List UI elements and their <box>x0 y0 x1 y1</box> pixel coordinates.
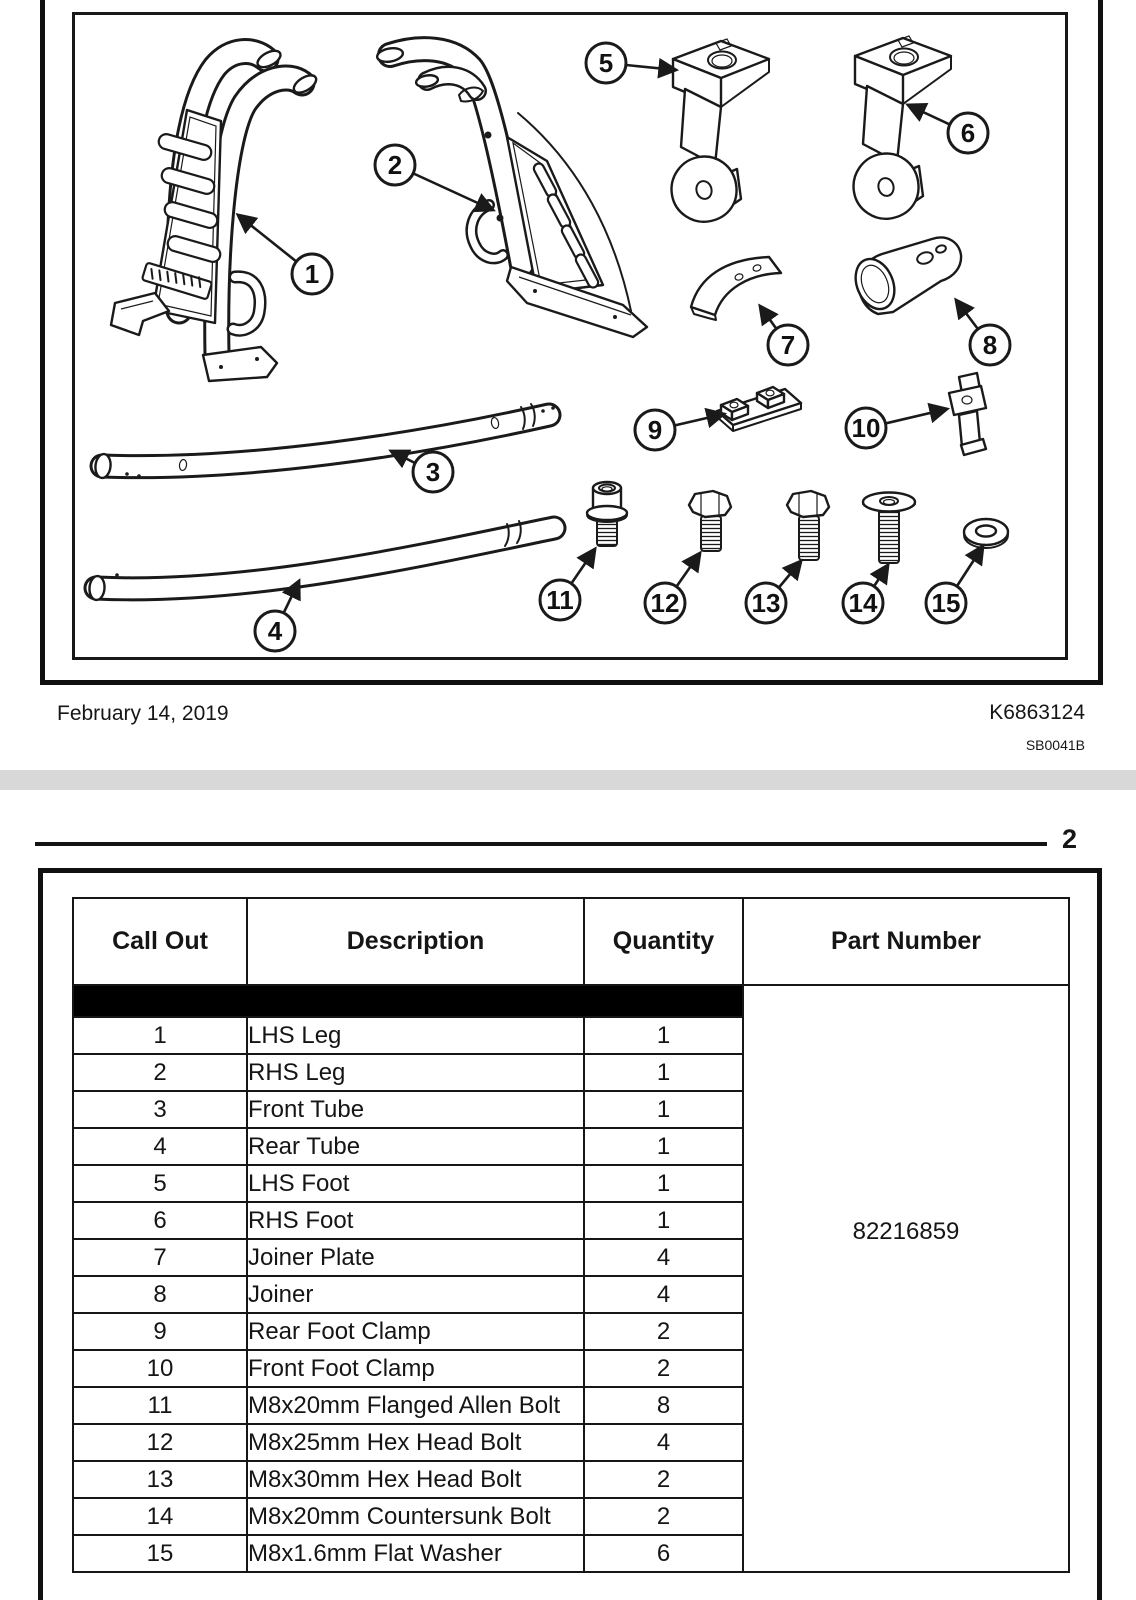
cell-call-out: 3 <box>73 1091 247 1128</box>
svg-text:1: 1 <box>304 259 320 289</box>
part-flat-washer-drawing <box>964 519 1008 548</box>
callout-2 <box>375 145 493 210</box>
cell-call-out: 11 <box>73 1387 247 1424</box>
callout-5 <box>586 43 676 83</box>
cell-quantity: 4 <box>584 1239 743 1276</box>
callout-12 <box>645 553 700 623</box>
part-lhs-foot-drawing <box>672 39 769 222</box>
callout-7 <box>760 306 808 365</box>
callout-10 <box>846 408 947 448</box>
callout-11 <box>540 549 595 620</box>
cell-description: Front Foot Clamp <box>247 1350 584 1387</box>
cell-description: M8x1.6mm Flat Washer <box>247 1535 584 1572</box>
section-bar <box>73 985 743 1017</box>
cell-quantity: 1 <box>584 1165 743 1202</box>
cell-description: Joiner Plate <box>247 1239 584 1276</box>
cell-call-out: 10 <box>73 1350 247 1387</box>
svg-text:9: 9 <box>647 415 663 445</box>
part-rhs-leg-drawing <box>376 46 647 337</box>
part-front-tube-drawing <box>94 404 555 479</box>
cell-description: M8x20mm Flanged Allen Bolt <box>247 1387 584 1424</box>
cell-quantity: 1 <box>584 1091 743 1128</box>
cell-description: Joiner <box>247 1276 584 1313</box>
callout-14 <box>843 565 888 623</box>
cell-description: RHS Leg <box>247 1054 584 1091</box>
cell-call-out: 13 <box>73 1461 247 1498</box>
cell-description: Rear Foot Clamp <box>247 1313 584 1350</box>
part-rear-foot-clamp-drawing <box>717 387 801 431</box>
part-front-foot-clamp-drawing <box>949 373 986 455</box>
cell-quantity: 1 <box>584 1128 743 1165</box>
callout-15 <box>926 546 983 623</box>
callout-3 <box>391 451 453 492</box>
cell-quantity: 4 <box>584 1424 743 1461</box>
table-header-row <box>73 898 1069 985</box>
parts-diagram <box>75 15 1065 657</box>
part-flanged-allen-bolt-drawing <box>587 482 627 546</box>
cell-description: Front Tube <box>247 1091 584 1128</box>
cell-description: M8x20mm Countersunk Bolt <box>247 1498 584 1535</box>
cell-quantity: 2 <box>584 1313 743 1350</box>
cell-quantity: 1 <box>584 1054 743 1091</box>
page-divider-bar <box>0 770 1136 790</box>
sheet-code: SB0041B <box>1025 737 1085 753</box>
cell-description: Rear Tube <box>247 1128 584 1165</box>
page-number: 2 <box>1062 824 1078 854</box>
cell-description: M8x30mm Hex Head Bolt <box>247 1461 584 1498</box>
cell-description: RHS Foot <box>247 1202 584 1239</box>
doc-number: K6863124 <box>989 701 1085 724</box>
cell-call-out: 9 <box>73 1313 247 1350</box>
date-text: February 14, 2019 <box>57 702 229 725</box>
svg-text:10: 10 <box>851 413 881 443</box>
cell-call-out: 8 <box>73 1276 247 1313</box>
cell-call-out: 2 <box>73 1054 247 1091</box>
part-joiner-plate-drawing <box>691 257 781 320</box>
parts-table <box>72 897 1070 1573</box>
header-description: Description <box>247 898 584 985</box>
svg-text:13: 13 <box>751 588 781 618</box>
svg-text:11: 11 <box>546 585 574 615</box>
cell-call-out: 7 <box>73 1239 247 1276</box>
cell-call-out: 5 <box>73 1165 247 1202</box>
part-number-value: 82216859 <box>852 1218 960 1245</box>
svg-text:5: 5 <box>598 48 614 78</box>
cell-quantity: 2 <box>584 1498 743 1535</box>
table-section-bar-row <box>73 985 1069 1017</box>
cell-quantity: 2 <box>584 1461 743 1498</box>
part-rear-tube-drawing <box>89 521 554 600</box>
callout-8 <box>956 300 1010 365</box>
cell-call-out: 12 <box>73 1424 247 1461</box>
page2-header-rule <box>35 842 1047 846</box>
cell-call-out: 1 <box>73 1017 247 1054</box>
parts-table-body <box>73 985 1069 1572</box>
svg-text:6: 6 <box>960 118 976 148</box>
cell-quantity: 1 <box>584 1017 743 1054</box>
callout-6 <box>908 105 988 153</box>
cell-quantity: 8 <box>584 1387 743 1424</box>
svg-text:3: 3 <box>425 457 441 487</box>
svg-text:12: 12 <box>650 588 680 618</box>
cell-quantity: 2 <box>584 1350 743 1387</box>
part-joiner-drawing <box>849 237 962 314</box>
svg-text:4: 4 <box>267 616 283 646</box>
svg-text:7: 7 <box>780 330 796 360</box>
cell-description: LHS Leg <box>247 1017 584 1054</box>
header-part-number: Part Number <box>743 898 1069 985</box>
cell-quantity: 1 <box>584 1202 743 1239</box>
svg-text:8: 8 <box>982 330 998 360</box>
cell-quantity: 4 <box>584 1276 743 1313</box>
cell-call-out: 6 <box>73 1202 247 1239</box>
svg-text:14: 14 <box>848 588 878 618</box>
part-hex-bolt-30-drawing <box>787 491 829 560</box>
callout-13 <box>746 561 801 623</box>
part-countersunk-bolt-drawing <box>863 493 915 564</box>
callout-9 <box>635 410 724 450</box>
cell-call-out: 15 <box>73 1535 247 1572</box>
diagram-frame <box>72 12 1068 660</box>
header-call-out: Call Out <box>73 898 247 985</box>
svg-text:15: 15 <box>931 588 961 618</box>
part-number-cell <box>743 985 1069 1572</box>
part-hex-bolt-25-drawing <box>689 491 731 551</box>
cell-quantity: 6 <box>584 1535 743 1572</box>
svg-text:2: 2 <box>387 150 403 180</box>
part-lhs-leg-drawing <box>111 47 319 381</box>
cell-description: M8x25mm Hex Head Bolt <box>247 1424 584 1461</box>
header-quantity: Quantity <box>584 898 743 985</box>
cell-call-out: 14 <box>73 1498 247 1535</box>
cell-call-out: 4 <box>73 1128 247 1165</box>
cell-description: LHS Foot <box>247 1165 584 1202</box>
part-rhs-foot-drawing <box>854 36 951 219</box>
